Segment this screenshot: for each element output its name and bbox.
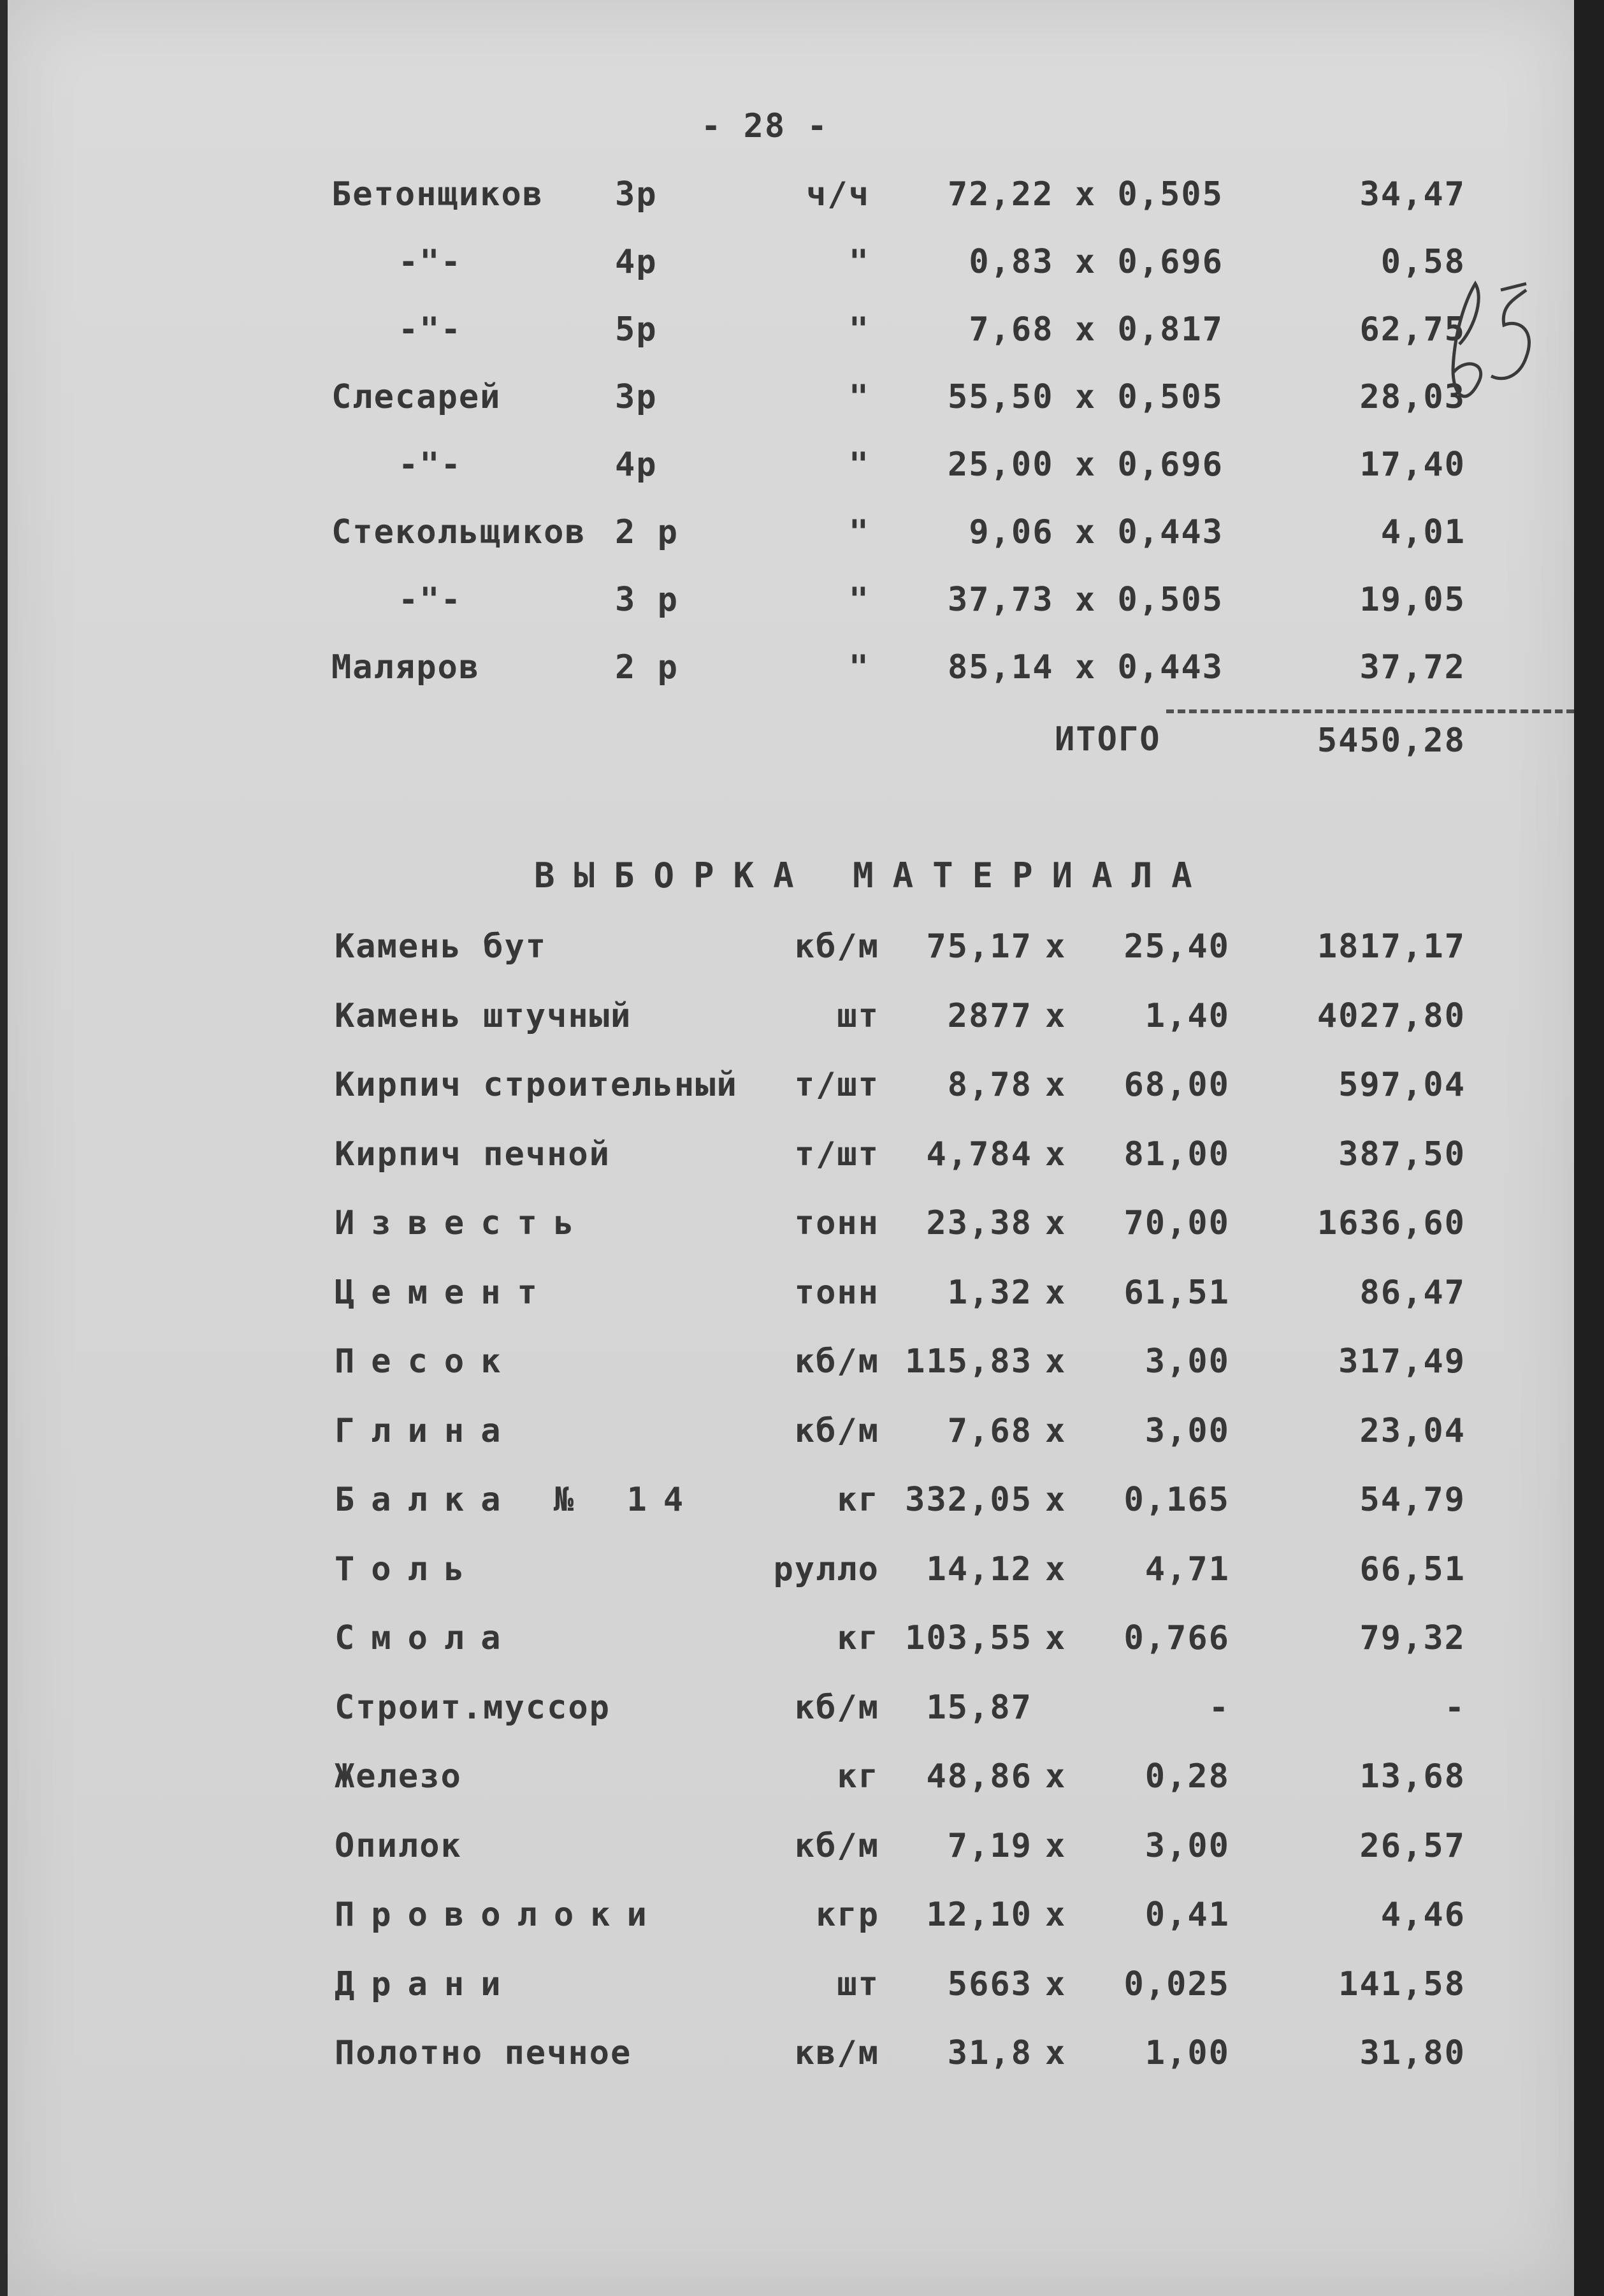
material-unit: кгр bbox=[816, 1896, 879, 1934]
material-price: 25,40 bbox=[1124, 927, 1230, 966]
labor-grade: 2 р bbox=[615, 648, 679, 687]
material-x: х bbox=[1045, 1204, 1067, 1242]
material-qty: 115,83 bbox=[905, 1342, 1032, 1381]
material-price: 0,165 bbox=[1124, 1481, 1230, 1519]
material-qty: 103,55 bbox=[905, 1619, 1032, 1657]
labor-grade: 4р bbox=[615, 446, 658, 484]
labor-unit: " bbox=[848, 513, 870, 551]
material-unit: кб/м bbox=[794, 1827, 879, 1865]
handwritten-stroke bbox=[1453, 284, 1481, 396]
material-amount: 4027,80 bbox=[1317, 997, 1466, 1035]
material-amount: 597,04 bbox=[1338, 1066, 1466, 1104]
labor-name: -"- bbox=[398, 446, 462, 484]
material-qty: 332,05 bbox=[905, 1481, 1032, 1519]
material-qty: 5663 bbox=[947, 1965, 1032, 2003]
material-price: 3,00 bbox=[1145, 1412, 1230, 1450]
material-price: - bbox=[1208, 1689, 1230, 1727]
labor-calc: 55,50 х 0,505 bbox=[948, 378, 1224, 416]
material-name: Известь bbox=[335, 1204, 591, 1242]
material-name: Камень бут bbox=[335, 927, 547, 966]
total-value: 5450,28 bbox=[1317, 722, 1466, 760]
handwritten-number: 65 bbox=[1549, 390, 1557, 397]
material-name: Опилок bbox=[335, 1827, 462, 1865]
material-qty: 14,12 bbox=[926, 1550, 1032, 1588]
labor-name: Маляров bbox=[331, 648, 480, 687]
material-x: х bbox=[1045, 1965, 1067, 2003]
labor-calc: 9,06 х 0,443 bbox=[969, 513, 1224, 551]
labor-unit: ч/ч bbox=[806, 175, 870, 214]
material-unit: кв/м bbox=[794, 2034, 879, 2072]
labor-calc: 85,14 х 0,443 bbox=[948, 648, 1224, 687]
material-qty: 75,17 bbox=[926, 927, 1032, 966]
material-name: Камень штучный bbox=[335, 997, 632, 1035]
labor-amount: 34,47 bbox=[1359, 175, 1466, 214]
labor-amount: 0,58 bbox=[1380, 243, 1466, 281]
section-title: ВЫБОРКА МАТЕРИАЛА bbox=[534, 855, 1211, 896]
material-name: Смола bbox=[335, 1619, 517, 1657]
material-x: х bbox=[1045, 1481, 1067, 1519]
labor-grade: 4р bbox=[615, 243, 658, 281]
labor-amount: 19,05 bbox=[1359, 581, 1466, 619]
labor-calc: 37,73 х 0,505 bbox=[948, 581, 1224, 619]
material-price: 68,00 bbox=[1124, 1066, 1230, 1104]
material-unit: т/шт bbox=[794, 1066, 879, 1104]
material-price: 0,025 bbox=[1124, 1965, 1230, 2003]
material-name: Толь bbox=[335, 1550, 481, 1588]
material-qty: 7,68 bbox=[947, 1412, 1032, 1450]
labor-name: Стекольщиков bbox=[331, 513, 586, 551]
material-unit: кг bbox=[837, 1481, 879, 1519]
labor-unit: " bbox=[848, 648, 870, 687]
material-name: Полотно печное bbox=[335, 2034, 632, 2072]
labor-amount: 4,01 bbox=[1380, 513, 1466, 551]
material-x: х bbox=[1045, 1550, 1067, 1588]
total-label: ИТОГО bbox=[1055, 720, 1161, 759]
labor-unit: " bbox=[848, 446, 870, 484]
labor-unit: " bbox=[848, 581, 870, 619]
material-amount: 31,80 bbox=[1359, 2034, 1466, 2072]
labor-amount: 28,03 bbox=[1359, 378, 1466, 416]
material-name: Песок bbox=[335, 1342, 517, 1381]
material-name: Цемент bbox=[335, 1274, 554, 1312]
material-unit: кб/м bbox=[794, 1342, 879, 1381]
material-amount: 79,32 bbox=[1359, 1619, 1466, 1657]
material-x: х bbox=[1045, 1135, 1067, 1173]
material-name: Балка № 14 bbox=[335, 1481, 700, 1519]
material-price: 61,51 bbox=[1124, 1274, 1230, 1312]
labor-grade: 2 р bbox=[615, 513, 679, 551]
material-x: х bbox=[1045, 1066, 1067, 1104]
material-unit: рулло bbox=[773, 1550, 879, 1588]
material-price: 70,00 bbox=[1124, 1204, 1230, 1242]
labor-unit: " bbox=[848, 243, 870, 281]
material-name: Кирпич печной bbox=[335, 1135, 611, 1173]
material-qty: 1,32 bbox=[947, 1274, 1032, 1312]
labor-calc: 0,83 х 0,696 bbox=[969, 243, 1224, 281]
material-amount: 1817,17 bbox=[1317, 927, 1466, 966]
material-qty: 4,784 bbox=[926, 1135, 1032, 1173]
labor-unit: " bbox=[848, 378, 870, 416]
material-name: Строит.муссор bbox=[335, 1689, 611, 1727]
handwritten-stroke-3 bbox=[1501, 284, 1526, 290]
material-qty: 8,78 bbox=[947, 1066, 1032, 1104]
material-amount: 317,49 bbox=[1338, 1342, 1466, 1381]
material-unit: шт bbox=[837, 997, 879, 1035]
material-price: 1,40 bbox=[1145, 997, 1230, 1035]
material-x: х bbox=[1045, 1274, 1067, 1312]
material-unit: кг bbox=[837, 1619, 879, 1657]
labor-grade: 5р bbox=[615, 310, 658, 349]
material-qty: 12,10 bbox=[926, 1896, 1032, 1934]
material-amount: 26,57 bbox=[1359, 1827, 1466, 1865]
material-amount: - bbox=[1444, 1689, 1466, 1727]
material-name: Кирпич строительный bbox=[335, 1066, 738, 1104]
labor-calc: 7,68 х 0,817 bbox=[969, 310, 1224, 349]
material-qty: 7,19 bbox=[947, 1827, 1032, 1865]
material-name: Драни bbox=[335, 1965, 517, 2003]
labor-amount: 62,75 bbox=[1359, 310, 1466, 349]
labor-calc: 72,22 х 0,505 bbox=[948, 175, 1224, 214]
material-qty: 2877 bbox=[947, 997, 1032, 1035]
material-qty: 31,8 bbox=[947, 2034, 1032, 2072]
material-amount: 13,68 bbox=[1359, 1757, 1466, 1796]
material-x: х bbox=[1045, 997, 1067, 1035]
material-amount: 23,04 bbox=[1359, 1412, 1466, 1450]
material-price: 0,41 bbox=[1145, 1896, 1230, 1934]
material-price: 4,71 bbox=[1145, 1550, 1230, 1588]
labor-amount: 37,72 bbox=[1359, 648, 1466, 687]
material-qty: 48,86 bbox=[926, 1757, 1032, 1796]
labor-grade: 3 р bbox=[615, 581, 679, 619]
labor-calc: 25,00 х 0,696 bbox=[948, 446, 1224, 484]
material-unit: кг bbox=[837, 1757, 879, 1796]
labor-name: -"- bbox=[398, 581, 462, 619]
handwritten-stroke-2 bbox=[1491, 290, 1529, 379]
material-name: Глина bbox=[335, 1412, 517, 1450]
material-x: х bbox=[1045, 1827, 1067, 1865]
material-x: х bbox=[1045, 2034, 1067, 2072]
labor-name: Бетонщиков bbox=[331, 175, 544, 214]
material-x: х bbox=[1045, 1757, 1067, 1796]
material-name: Железо bbox=[335, 1757, 462, 1796]
labor-grade: 3р bbox=[615, 378, 658, 416]
material-amount: 141,58 bbox=[1338, 1965, 1466, 2003]
material-amount: 387,50 bbox=[1338, 1135, 1466, 1173]
labor-grade: 3р bbox=[615, 175, 658, 214]
labor-unit: " bbox=[848, 310, 870, 349]
material-price: 0,28 bbox=[1145, 1757, 1230, 1796]
material-unit: шт bbox=[837, 1965, 879, 2003]
material-x: х bbox=[1045, 1342, 1067, 1381]
labor-name: -"- bbox=[398, 310, 462, 349]
material-x: х bbox=[1045, 1619, 1067, 1657]
material-unit: тонн bbox=[794, 1204, 879, 1242]
material-price: 0,766 bbox=[1124, 1619, 1230, 1657]
material-unit: тонн bbox=[794, 1274, 879, 1312]
material-unit: кб/м bbox=[794, 1689, 879, 1727]
material-amount: 54,79 bbox=[1359, 1481, 1466, 1519]
labor-amount: 17,40 bbox=[1359, 446, 1466, 484]
material-unit: т/шт bbox=[794, 1135, 879, 1173]
material-x: х bbox=[1045, 1412, 1067, 1450]
material-unit: кб/м bbox=[794, 1412, 879, 1450]
material-x: х bbox=[1045, 927, 1067, 966]
material-amount: 86,47 bbox=[1359, 1274, 1466, 1312]
material-amount: 4,46 bbox=[1380, 1896, 1466, 1934]
labor-name: -"- bbox=[398, 243, 462, 281]
material-amount: 66,51 bbox=[1359, 1550, 1466, 1588]
page-number: - 28 - bbox=[701, 107, 828, 145]
material-price: 3,00 bbox=[1145, 1342, 1230, 1381]
material-qty: 15,87 bbox=[926, 1689, 1032, 1727]
material-price: 3,00 bbox=[1145, 1827, 1230, 1865]
material-name: Проволоки bbox=[335, 1896, 663, 1934]
material-x: х bbox=[1045, 1896, 1067, 1934]
material-price: 1,00 bbox=[1145, 2034, 1230, 2072]
material-qty: 23,38 bbox=[926, 1204, 1032, 1242]
material-price: 81,00 bbox=[1124, 1135, 1230, 1173]
labor-name: Слесарей bbox=[331, 378, 502, 416]
material-unit: кб/м bbox=[794, 927, 879, 966]
material-amount: 1636,60 bbox=[1317, 1204, 1466, 1242]
